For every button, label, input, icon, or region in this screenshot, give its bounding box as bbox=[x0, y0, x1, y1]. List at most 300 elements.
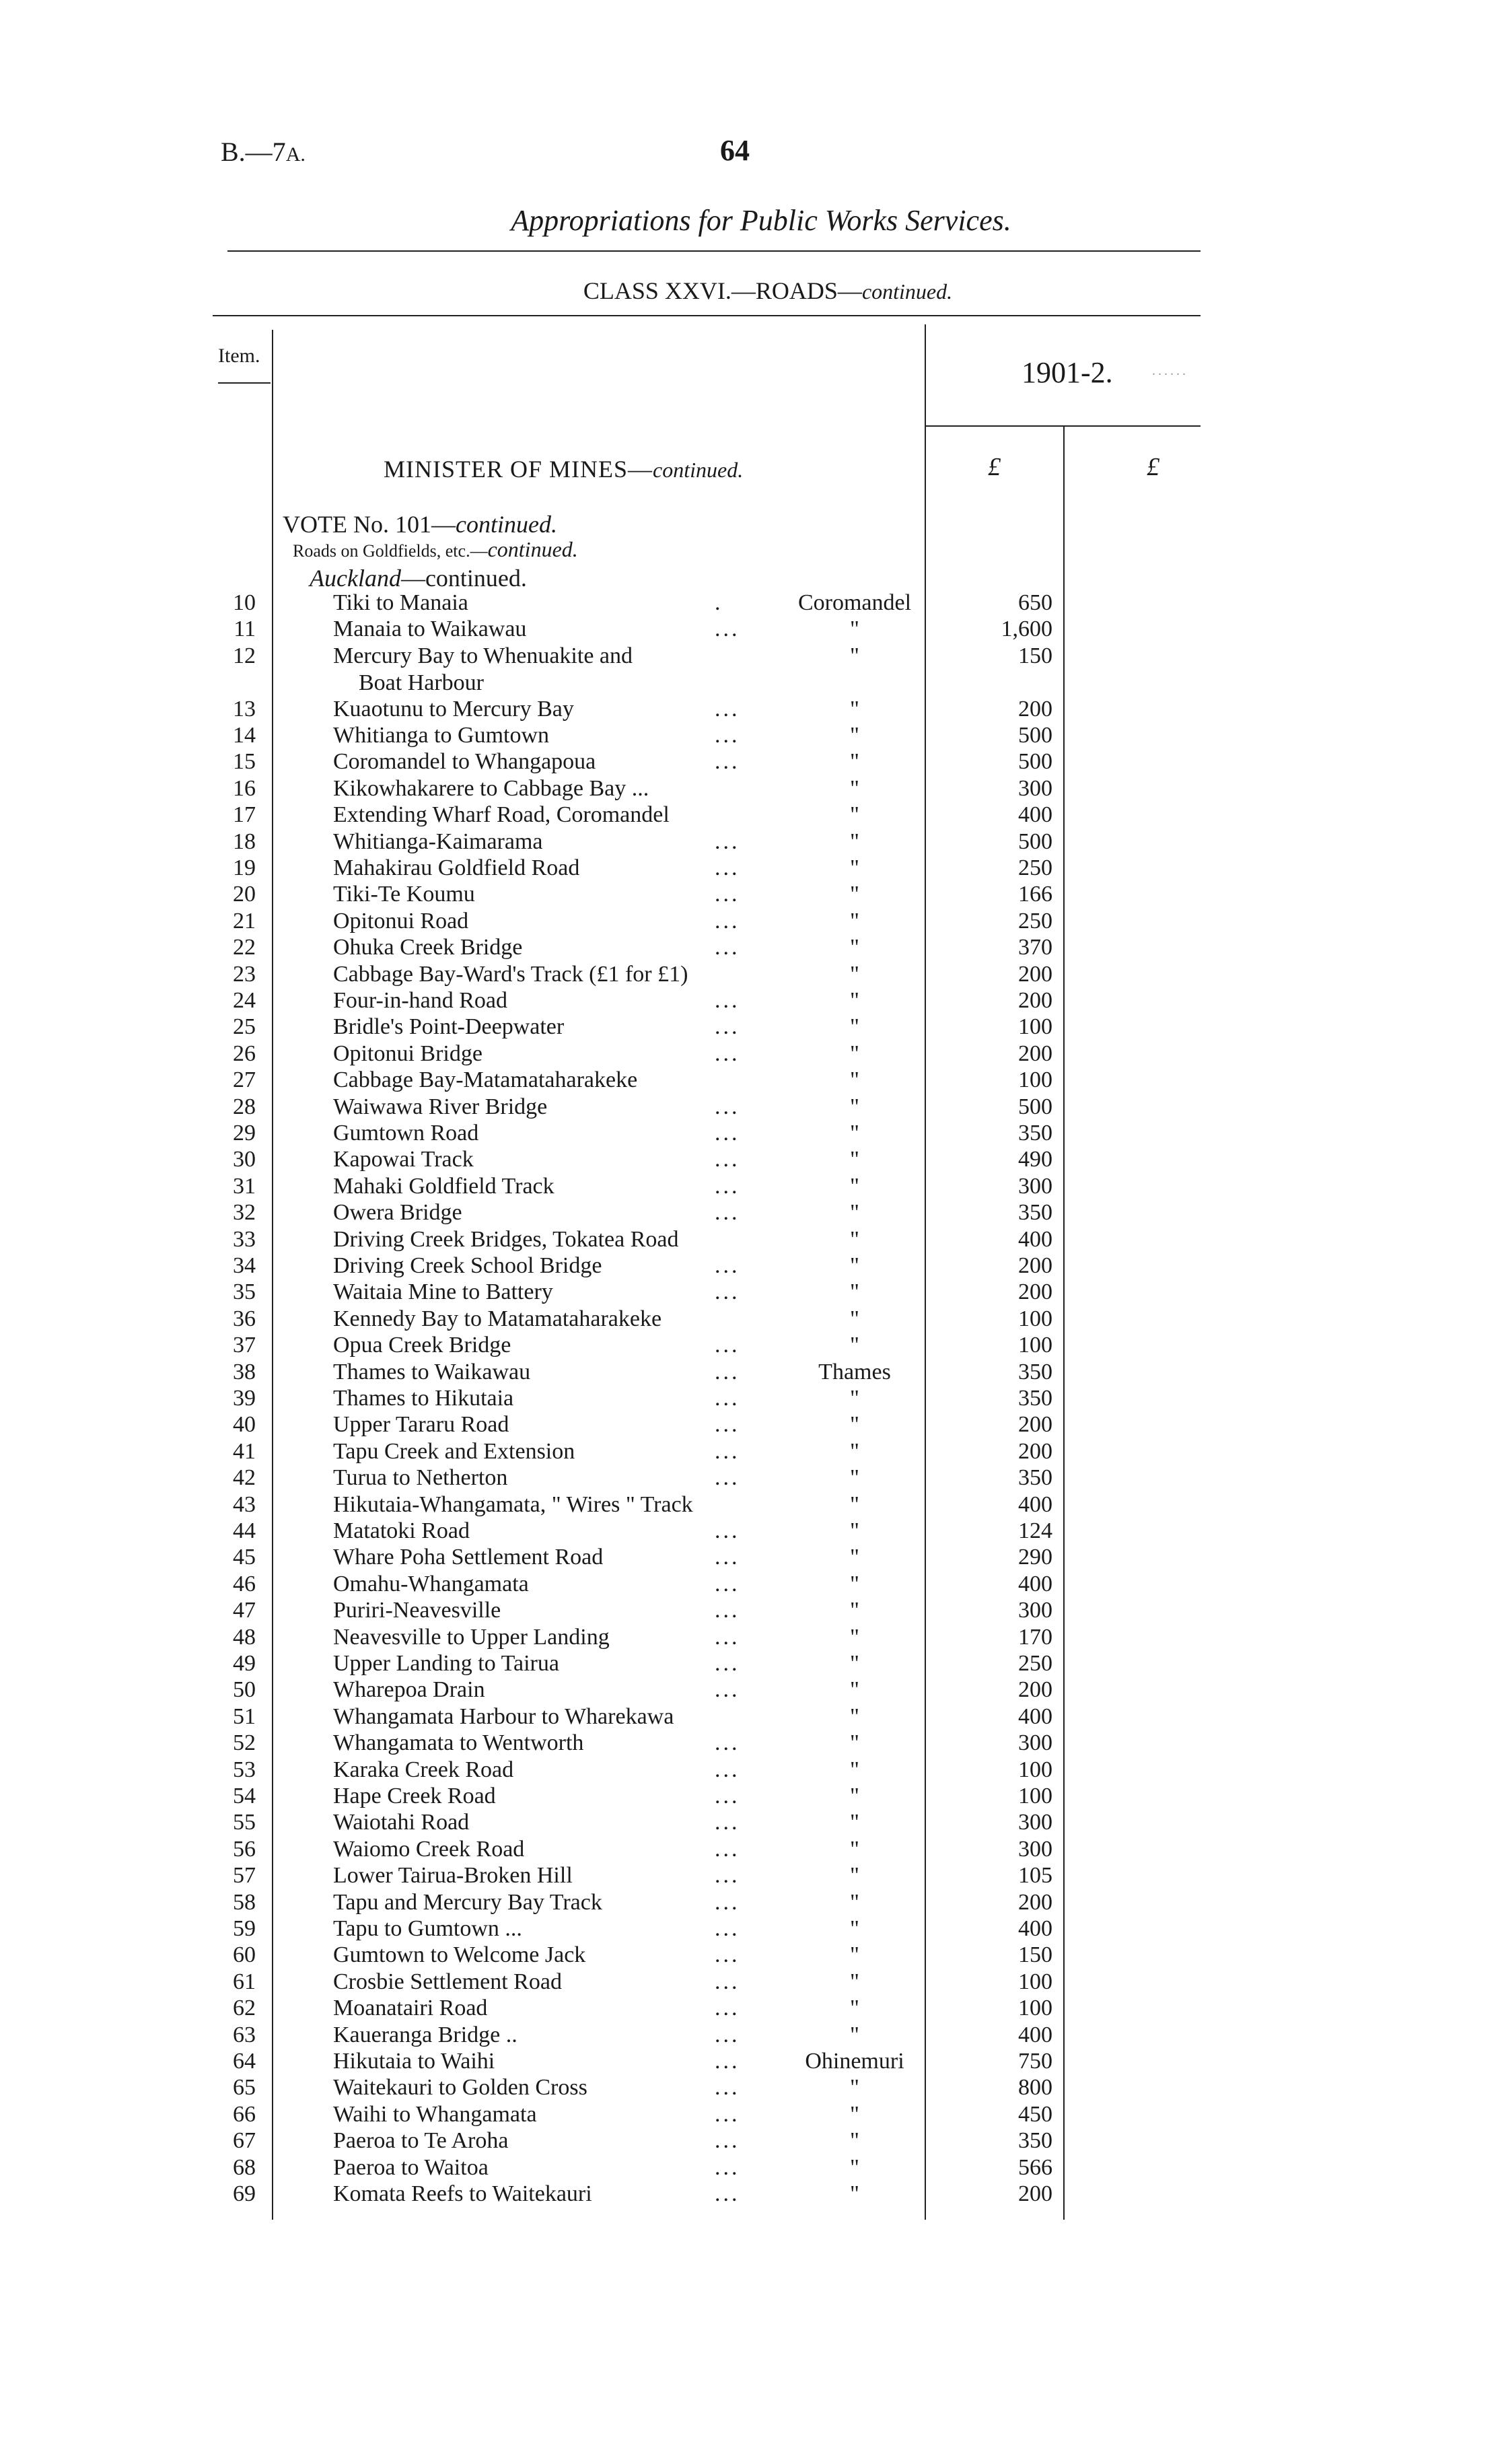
amount: 300 bbox=[1018, 1810, 1052, 1835]
item-number: 15 bbox=[233, 749, 256, 775]
leader-dots: ... bbox=[715, 1173, 740, 1199]
district-name: " bbox=[850, 1465, 859, 1491]
item-number: 58 bbox=[233, 1889, 256, 1915]
district-name: " bbox=[850, 1121, 859, 1146]
road-name bbox=[333, 1969, 562, 1996]
road-name bbox=[333, 1411, 509, 1438]
district-name: " bbox=[850, 2101, 859, 2127]
road-name bbox=[333, 616, 526, 643]
leader-dots: ... bbox=[715, 1041, 740, 1066]
road-name-text: Bridle's Point-Deepwater bbox=[333, 1014, 565, 1040]
district-name: " bbox=[850, 1889, 859, 1915]
amount: 400 bbox=[1018, 2022, 1052, 2047]
road-name-text: Opitonui Road bbox=[333, 908, 469, 934]
road-name bbox=[333, 908, 468, 935]
leader-dots: ... bbox=[715, 1121, 740, 1146]
road-name bbox=[333, 1332, 511, 1359]
amount: 350 bbox=[1018, 1359, 1052, 1384]
document-reference: B.—7A. bbox=[221, 137, 306, 167]
table-row bbox=[0, 1677, 1502, 1703]
road-name bbox=[333, 1491, 693, 1518]
table-row bbox=[0, 1226, 1502, 1253]
road-name bbox=[333, 1597, 501, 1624]
road-name-text: Driving Creek School Bridge bbox=[333, 1253, 602, 1278]
leader-dots: ... bbox=[715, 1836, 740, 1862]
road-name-text: Gumtown Road bbox=[333, 1121, 479, 1146]
leader-dots: ... bbox=[715, 882, 740, 907]
table-row bbox=[0, 881, 1502, 908]
table-row bbox=[0, 802, 1502, 829]
road-name-text: Tiki-Te Koumu bbox=[333, 882, 475, 907]
amount: 500 bbox=[1018, 749, 1052, 775]
road-name-text: Lower Tairua-Broken Hill bbox=[333, 1863, 573, 1889]
district-name: " bbox=[850, 882, 859, 907]
item-number: 10 bbox=[233, 590, 256, 615]
amount: 200 bbox=[1018, 1041, 1052, 1066]
table-row bbox=[0, 1385, 1502, 1412]
item-number: 44 bbox=[233, 1518, 256, 1543]
item-number: 25 bbox=[233, 1014, 256, 1040]
district-name: " bbox=[850, 2022, 859, 2047]
leader-dots: ... bbox=[715, 1200, 740, 1226]
table-row bbox=[0, 722, 1502, 749]
item-number: 11 bbox=[234, 617, 256, 642]
leader-dots: ... bbox=[715, 1810, 740, 1835]
amount: 200 bbox=[1018, 961, 1052, 987]
item-number: 18 bbox=[233, 829, 256, 854]
district-name: " bbox=[850, 1810, 859, 1835]
district-name: " bbox=[850, 723, 859, 748]
road-name-text: Kapowai Track bbox=[333, 1147, 474, 1172]
road-name-text: Neavesville to Upper Landing bbox=[333, 1624, 610, 1650]
item-header-rule bbox=[218, 382, 271, 384]
road-name bbox=[333, 1915, 522, 1942]
amount: 400 bbox=[1018, 1226, 1052, 1252]
amount: 250 bbox=[1018, 1651, 1052, 1676]
district-name: " bbox=[850, 1651, 859, 1676]
table-row bbox=[0, 1332, 1502, 1359]
leader-dots: ... bbox=[715, 1571, 740, 1596]
district-name: " bbox=[850, 1624, 859, 1650]
item-number: 19 bbox=[233, 855, 256, 880]
item-number: 17 bbox=[233, 802, 256, 828]
road-name bbox=[333, 775, 649, 802]
leader-dots: ... bbox=[715, 1094, 740, 1119]
amount: 750 bbox=[1018, 2049, 1052, 2074]
district-name: " bbox=[850, 1677, 859, 1703]
road-name-text: Ohuka Creek Bridge bbox=[333, 935, 523, 960]
road-name-text: Matatoki Road bbox=[333, 1518, 470, 1543]
minister-heading: MINISTER OF MINES—continued. bbox=[384, 456, 744, 483]
item-number: 38 bbox=[233, 1359, 256, 1384]
table-row bbox=[0, 1597, 1502, 1624]
road-name-text: Turua to Netherton bbox=[333, 1465, 508, 1491]
district-name: " bbox=[850, 1969, 859, 1994]
table-row bbox=[0, 1411, 1502, 1438]
road-name bbox=[333, 802, 670, 829]
leader-dots: ... bbox=[715, 829, 740, 854]
item-number: 64 bbox=[233, 2049, 256, 2074]
item-number: 22 bbox=[233, 935, 256, 960]
table-row bbox=[0, 1783, 1502, 1810]
road-name bbox=[333, 1650, 559, 1677]
leader-dots: ... bbox=[715, 1279, 740, 1305]
leader-dots: ... bbox=[715, 1651, 740, 1676]
road-name bbox=[333, 1253, 602, 1279]
amount: 500 bbox=[1018, 1094, 1052, 1119]
table-row bbox=[0, 1809, 1502, 1836]
leader-dots: ... bbox=[715, 617, 740, 642]
item-number: 68 bbox=[233, 2154, 256, 2180]
amount: 566 bbox=[1018, 2154, 1052, 2180]
leader-dots: ... bbox=[715, 935, 740, 960]
district-name: " bbox=[850, 908, 859, 934]
road-name-text: Kennedy Bay to Matamataharakeke bbox=[333, 1306, 662, 1331]
road-name-text: Waiwawa River Bridge bbox=[333, 1094, 548, 1119]
amount: 350 bbox=[1018, 1386, 1052, 1411]
road-name-text: Driving Creek Bridges, Tokatea Road bbox=[333, 1226, 679, 1252]
item-number: 59 bbox=[233, 1916, 256, 1941]
item-number: 56 bbox=[233, 1836, 256, 1862]
road-name bbox=[333, 1703, 674, 1730]
district-heading: Auckland—continued. bbox=[310, 565, 527, 592]
amount: 300 bbox=[1018, 775, 1052, 801]
road-name-text: Manaia to Waikawau bbox=[333, 617, 527, 642]
table-row bbox=[0, 1173, 1502, 1200]
amount: 450 bbox=[1018, 2101, 1052, 2127]
item-number: 49 bbox=[233, 1651, 256, 1676]
road-name-text: Waiomo Creek Road bbox=[333, 1836, 525, 1862]
amount: 100 bbox=[1018, 1969, 1052, 1994]
leader-dots: ... bbox=[715, 1624, 740, 1650]
road-name bbox=[333, 1173, 555, 1200]
amount: 200 bbox=[1018, 988, 1052, 1013]
table-row bbox=[0, 1915, 1502, 1942]
road-name-text: Crosbie Settlement Road bbox=[333, 1969, 562, 1994]
item-number: 35 bbox=[233, 1279, 256, 1305]
leader-dots: ... bbox=[715, 1996, 740, 2021]
leader-dots: ... bbox=[715, 1863, 740, 1889]
item-number: 42 bbox=[233, 1465, 256, 1491]
road-name-text: Hape Creek Road bbox=[333, 1784, 496, 1808]
road-name-text: Cabbage Bay-Ward's Track (£1 for £1) bbox=[333, 961, 688, 987]
road-name-text: Kaueranga Bridge .. bbox=[333, 2022, 517, 2047]
item-number: 20 bbox=[233, 882, 256, 907]
amount: 124 bbox=[1018, 1518, 1052, 1543]
table-row bbox=[0, 1253, 1502, 1279]
item-number: 55 bbox=[233, 1810, 256, 1835]
amount: 400 bbox=[1018, 1916, 1052, 1941]
item-number: 12 bbox=[233, 643, 256, 668]
item-number: 40 bbox=[233, 1412, 256, 1438]
item-number: 30 bbox=[233, 1147, 256, 1172]
road-name bbox=[333, 2022, 517, 2049]
district-name: " bbox=[850, 1386, 859, 1411]
district-name: " bbox=[850, 1996, 859, 2021]
amount: 100 bbox=[1018, 1996, 1052, 2021]
leader-dots: ... bbox=[715, 1438, 740, 1464]
amount: 500 bbox=[1018, 723, 1052, 748]
road-name bbox=[333, 1862, 573, 1889]
road-name-text: Mercury Bay to Whenuakite and bbox=[333, 643, 633, 668]
item-number: 53 bbox=[233, 1757, 256, 1782]
amount: 350 bbox=[1018, 2128, 1052, 2154]
amount: 100 bbox=[1018, 1067, 1052, 1093]
table-row bbox=[0, 1465, 1502, 1491]
table-row bbox=[0, 748, 1502, 775]
road-name bbox=[333, 1014, 564, 1041]
item-column-header: Item. bbox=[218, 345, 260, 367]
road-name bbox=[333, 1624, 610, 1651]
item-number: 61 bbox=[233, 1969, 256, 1994]
road-name bbox=[333, 1094, 547, 1121]
item-number: 66 bbox=[233, 2101, 256, 2127]
road-name bbox=[333, 1757, 513, 1784]
table-row bbox=[0, 1014, 1502, 1041]
road-name bbox=[333, 1730, 583, 1757]
table-row bbox=[0, 1518, 1502, 1545]
road-name bbox=[333, 855, 579, 882]
road-name-text: Whitianga-Kaimarama bbox=[333, 829, 543, 854]
class-heading: CLASS XXVI.—ROADS—continued. bbox=[583, 277, 953, 304]
pound-symbol-1: £ bbox=[988, 453, 1001, 481]
table-row bbox=[0, 1650, 1502, 1677]
table-row bbox=[0, 1041, 1502, 1067]
amount: 200 bbox=[1018, 1438, 1052, 1464]
road-name bbox=[333, 1544, 603, 1571]
road-name-text: Tapu Creek and Extension bbox=[333, 1438, 575, 1464]
amount: 300 bbox=[1018, 1173, 1052, 1199]
table-row bbox=[0, 616, 1502, 643]
road-name-text: Kuaotunu to Mercury Bay bbox=[333, 696, 574, 721]
leader-dots: ... bbox=[715, 1014, 740, 1040]
amount: 400 bbox=[1018, 1491, 1052, 1517]
road-name-text: Whangamata to Wentworth bbox=[333, 1730, 584, 1756]
district-name: " bbox=[850, 1491, 859, 1517]
road-name bbox=[333, 1465, 507, 1491]
leader-dots: ... bbox=[715, 723, 740, 748]
leader-dots: ... bbox=[715, 749, 740, 775]
road-name bbox=[333, 881, 475, 908]
district-name: " bbox=[850, 1253, 859, 1278]
page-number: 64 bbox=[720, 134, 750, 167]
district-name: " bbox=[850, 643, 859, 668]
leader-dots: ... bbox=[715, 1359, 740, 1384]
item-number: 31 bbox=[233, 1173, 256, 1199]
amount: 250 bbox=[1018, 908, 1052, 934]
district-name: " bbox=[850, 696, 859, 721]
leader-dots: ... bbox=[715, 2022, 740, 2047]
item-number: 48 bbox=[233, 1624, 256, 1650]
road-name bbox=[333, 1226, 679, 1253]
table-row bbox=[0, 1279, 1502, 1306]
table-row bbox=[0, 961, 1502, 988]
table-row bbox=[0, 987, 1502, 1014]
leader-dots: ... bbox=[715, 2075, 740, 2101]
district-name: " bbox=[850, 1598, 859, 1623]
item-number: 45 bbox=[233, 1545, 256, 1570]
leader-dots: ... bbox=[715, 2049, 740, 2074]
item-number: 54 bbox=[233, 1784, 256, 1808]
road-name bbox=[333, 1783, 496, 1810]
road-name bbox=[333, 934, 522, 961]
amount: 500 bbox=[1018, 829, 1052, 854]
road-name bbox=[333, 2154, 489, 2181]
district-name: " bbox=[850, 1571, 859, 1596]
road-name bbox=[333, 590, 468, 617]
amount: 400 bbox=[1018, 1571, 1052, 1596]
road-name-text: Omahu-Whangamata bbox=[333, 1571, 529, 1596]
item-number: 13 bbox=[233, 696, 256, 721]
road-name bbox=[333, 1836, 524, 1863]
road-name bbox=[333, 1120, 478, 1147]
district-name: " bbox=[850, 1863, 859, 1889]
amount: 150 bbox=[1018, 1942, 1052, 1968]
table-row bbox=[0, 1120, 1502, 1147]
amount: 370 bbox=[1018, 935, 1052, 960]
amount: 200 bbox=[1018, 1279, 1052, 1305]
road-name bbox=[333, 1146, 474, 1173]
road-name bbox=[333, 2048, 495, 2075]
leader-dots: ... bbox=[715, 1942, 740, 1968]
item-number: 27 bbox=[233, 1067, 256, 1093]
amount: 200 bbox=[1018, 1677, 1052, 1703]
district-name: " bbox=[850, 1226, 859, 1252]
district-name: " bbox=[850, 1757, 859, 1782]
table-row bbox=[0, 1889, 1502, 1916]
road-name-continuation: Boat Harbour bbox=[359, 670, 485, 695]
district-name: " bbox=[850, 1173, 859, 1199]
item-number: 29 bbox=[233, 1121, 256, 1146]
district-name: " bbox=[850, 935, 859, 960]
leader-dots: ... bbox=[715, 1969, 740, 1994]
item-number: 51 bbox=[233, 1703, 256, 1729]
road-name bbox=[333, 748, 596, 775]
road-name-text: Thames to Hikutaia bbox=[333, 1386, 514, 1411]
road-name bbox=[333, 961, 688, 988]
subvote-heading: Roads on Goldfields, etc.—continued. bbox=[293, 537, 578, 561]
leader-dots: ... bbox=[715, 1916, 740, 1941]
vote-heading: VOTE No. 101—continued. bbox=[283, 511, 557, 538]
road-name bbox=[333, 722, 549, 749]
item-number: 52 bbox=[233, 1730, 256, 1756]
amount: 400 bbox=[1018, 1703, 1052, 1729]
road-name bbox=[333, 1677, 485, 1703]
district-name: " bbox=[850, 988, 859, 1013]
table-row bbox=[0, 1995, 1502, 2022]
road-name bbox=[333, 1438, 575, 1465]
leader-dots: ... bbox=[715, 1386, 740, 1411]
road-name-text: Tapu and Mercury Bay Track bbox=[333, 1889, 602, 1915]
leader-dots: ... bbox=[715, 2154, 740, 2180]
item-number: 63 bbox=[233, 2022, 256, 2047]
amount: 200 bbox=[1018, 1889, 1052, 1915]
district-name: " bbox=[850, 1067, 859, 1093]
item-number: 28 bbox=[233, 1094, 256, 1119]
district-name: " bbox=[850, 1041, 859, 1066]
road-name bbox=[333, 1385, 513, 1412]
road-name bbox=[333, 1889, 602, 1916]
district-name: Thames bbox=[818, 1359, 891, 1384]
table-row bbox=[0, 1491, 1502, 1518]
year-dots: ...... bbox=[1152, 363, 1188, 378]
table-row bbox=[0, 696, 1502, 723]
leader-dots: ... bbox=[715, 1545, 740, 1570]
district-name: " bbox=[850, 1014, 859, 1040]
item-number: 14 bbox=[233, 723, 256, 748]
district-name: " bbox=[850, 1942, 859, 1968]
amount: 490 bbox=[1018, 1147, 1052, 1172]
district-name: " bbox=[850, 1333, 859, 1358]
road-name bbox=[333, 2074, 587, 2101]
road-name bbox=[333, 2127, 508, 2154]
road-name-text: Whare Poha Settlement Road bbox=[333, 1545, 604, 1570]
district-name: " bbox=[850, 2075, 859, 2101]
leader-dots: ... bbox=[715, 696, 740, 721]
leader-dots: ... bbox=[715, 1889, 740, 1915]
table-row bbox=[0, 590, 1502, 617]
road-name-text: Opitonui Bridge bbox=[333, 1041, 482, 1066]
item-number: 33 bbox=[233, 1226, 256, 1252]
amount: 170 bbox=[1018, 1624, 1052, 1650]
road-name-text: Wharepoa Drain bbox=[333, 1677, 485, 1703]
road-name-text: Extending Wharf Road, Coromandel bbox=[333, 802, 670, 828]
amount: 150 bbox=[1018, 643, 1052, 668]
leader-dots: . bbox=[715, 590, 723, 615]
table-row bbox=[0, 1757, 1502, 1784]
table-row bbox=[0, 1306, 1502, 1333]
leader-dots: ... bbox=[715, 2181, 740, 2206]
district-name: " bbox=[850, 855, 859, 880]
amount: 105 bbox=[1018, 1863, 1052, 1889]
road-name-text: Kikowhakarere to Cabbage Bay ... bbox=[333, 775, 649, 801]
table-row bbox=[0, 1624, 1502, 1651]
item-number: 50 bbox=[233, 1677, 256, 1703]
title-rule bbox=[227, 250, 1201, 252]
leader-dots: ... bbox=[715, 2128, 740, 2154]
item-number: 23 bbox=[233, 961, 256, 987]
table-row bbox=[0, 829, 1502, 855]
page-title: Appropriations for Public Works Services. bbox=[511, 204, 1011, 237]
road-name bbox=[333, 2181, 592, 2208]
item-number: 47 bbox=[233, 1598, 256, 1623]
item-number: 43 bbox=[233, 1491, 256, 1517]
road-name-text: Four-in-hand Road bbox=[333, 988, 508, 1013]
table-row bbox=[0, 1862, 1502, 1889]
pound-symbol-2: £ bbox=[1147, 453, 1159, 481]
table-row bbox=[0, 2048, 1502, 2075]
road-name-text: Waitekauri to Golden Cross bbox=[333, 2075, 587, 2101]
table-row bbox=[0, 1942, 1502, 1969]
leader-dots: ... bbox=[715, 1253, 740, 1278]
table-row bbox=[0, 1359, 1502, 1386]
item-number: 41 bbox=[233, 1438, 256, 1464]
table-row bbox=[0, 1199, 1502, 1226]
item-number: 34 bbox=[233, 1253, 256, 1278]
amount: 300 bbox=[1018, 1598, 1052, 1623]
road-name-text: Mahaki Goldfield Track bbox=[333, 1173, 555, 1199]
table-row bbox=[0, 855, 1502, 882]
district-name: " bbox=[850, 829, 859, 854]
district-name: " bbox=[850, 1545, 859, 1570]
road-name-text: Thames to Waikawau bbox=[333, 1359, 531, 1384]
road-name-text: Whitianga to Gumtown bbox=[333, 723, 550, 748]
amount: 400 bbox=[1018, 802, 1052, 828]
district-name: " bbox=[850, 2154, 859, 2180]
leader-dots: ... bbox=[715, 855, 740, 880]
item-number: 69 bbox=[233, 2181, 256, 2206]
amount: 100 bbox=[1018, 1784, 1052, 1808]
